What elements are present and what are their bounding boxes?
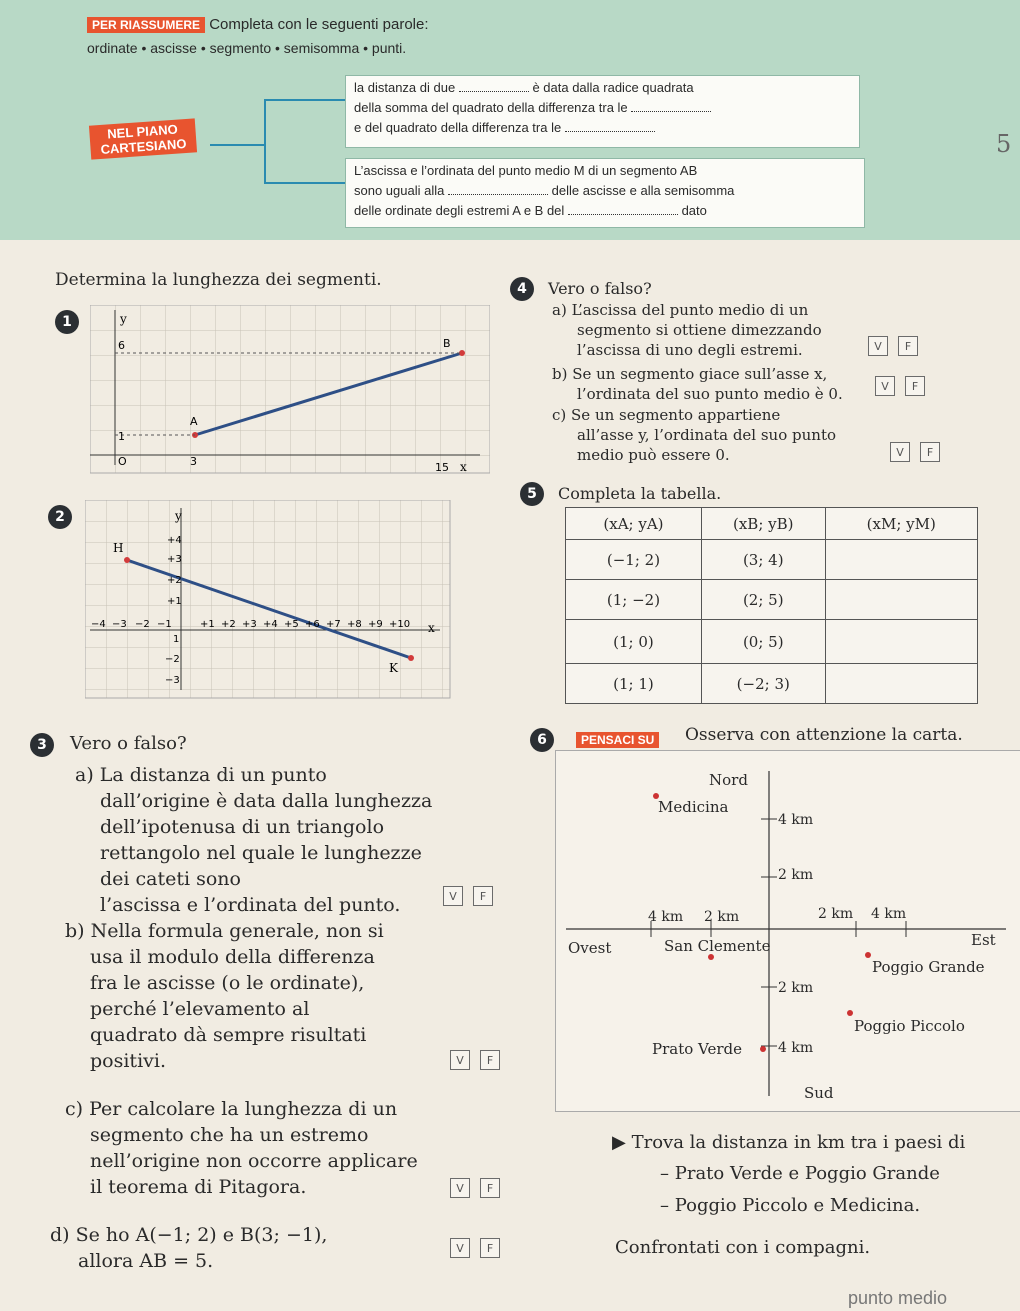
answer-cell[interactable] <box>825 664 977 704</box>
plane-label-line1: NEL PIANO <box>106 121 179 142</box>
ex2-tick-x-p7: +7 <box>326 619 341 630</box>
answer-cell[interactable] <box>825 580 977 620</box>
table-cell: (−2; 3) <box>701 664 825 704</box>
ex3-title: Vero o falso? <box>70 733 187 754</box>
ex2-point-h <box>124 557 130 563</box>
ex4-b-line1: b) Se un segmento giace sull’asse x, <box>552 365 828 383</box>
ex1-graph <box>90 305 490 477</box>
ex4-a-line2: segmento si ottiene dimezzando <box>577 321 822 339</box>
ex3-statement-d <box>50 1222 327 1274</box>
map-medicina: Medicina <box>658 798 729 816</box>
ex3-d-line1: d) Se ho A(−1; 2) e B(3; −1), <box>50 1224 328 1246</box>
box2-text-c: delle ordinate degli estremi A e B del <box>354 203 565 218</box>
ex5-header-m: (xM; yM) <box>825 508 977 540</box>
ex3-b-line1: b) Nella formula generale, non si <box>65 920 384 942</box>
map-dist-2km-left: 2 km <box>704 909 740 925</box>
plane-label-line2: CARTESIANO <box>100 136 187 157</box>
table-cell: (1; 0) <box>566 620 702 664</box>
ex2-x-label: x <box>428 621 435 635</box>
ex4-b-vf <box>875 376 925 396</box>
ex1-number: 1 <box>55 310 79 334</box>
ex2-label-k: K <box>389 661 398 675</box>
ex3-b-line6: positivi. <box>90 1050 166 1072</box>
ex4-b-false[interactable]: F <box>905 376 925 396</box>
blank-1[interactable] <box>459 91 529 92</box>
ex3-a-vf <box>443 886 493 906</box>
ex2-tick-y-p3: +3 <box>167 554 182 565</box>
ex1-y-label: y <box>120 312 127 326</box>
ex3-b-line4: perché l’elevamento al <box>90 998 310 1020</box>
ex2-tick-x-p6: +6 <box>305 619 320 630</box>
box2-text-a: sono uguali alla <box>354 183 445 198</box>
ex2-tick-x-one: 1 <box>173 634 180 645</box>
ex3-statement-a <box>75 762 432 918</box>
ex3-b-true[interactable]: V <box>450 1050 470 1070</box>
ex3-statement-b <box>65 918 384 1074</box>
ex2-tick-y-m2: −2 <box>165 654 180 665</box>
map-lines <box>556 751 1020 1111</box>
ex3-d-true[interactable]: V <box>450 1238 470 1258</box>
map-dist-4km-left: 4 km <box>648 909 684 925</box>
ex2-tick-x-p1: +1 <box>200 619 215 630</box>
ex3-b-line5: quadrato dà sempre risultati <box>90 1024 367 1046</box>
ex3-a-line1: a) La distanza di un punto <box>75 764 327 786</box>
ex2-tick-x-p4: +4 <box>263 619 278 630</box>
ex2-number: 2 <box>48 505 72 529</box>
ex3-a-false[interactable]: F <box>473 886 493 906</box>
ex4-c-line1: c) Se un segmento appartiene <box>552 406 781 424</box>
table-cell: (−1; 2) <box>566 540 702 580</box>
ex2-tick-y-m3: −3 <box>165 675 180 686</box>
ex3-a-true[interactable]: V <box>443 886 463 906</box>
ex4-a-line1: a) L’ascissa del punto medio di un <box>552 301 809 319</box>
ex3-b-false[interactable]: F <box>480 1050 500 1070</box>
ex3-a-line6: l’ascissa e l’ordinata del punto. <box>100 894 401 916</box>
map-dist-4km-lower: 4 km <box>778 1040 814 1056</box>
map-poggio-piccolo: Poggio Piccolo <box>854 1017 965 1035</box>
box1-text-c: della somma del quadrato della differenza tra le <box>354 100 628 115</box>
answer-cell[interactable] <box>825 620 977 664</box>
ex5-title: Completa la tabella. <box>558 484 722 503</box>
ex3-b-vf <box>450 1050 500 1070</box>
box2-line1: L’ascissa e l’ordinata del punto medio M di un segmento AB <box>354 163 698 178</box>
summary-tag: PER RIASSUMERE <box>87 17 205 33</box>
ex2-tick-x-m4: −4 <box>91 619 106 630</box>
ex4-c-true[interactable]: V <box>890 442 910 462</box>
ex5-table <box>565 507 978 704</box>
ex4-b-line2: l’ordinata del suo punto medio è 0. <box>577 385 843 403</box>
ex2-tick-x-p3: +3 <box>242 619 257 630</box>
box1-text-a: la distanza di due <box>354 80 456 95</box>
blank-3[interactable] <box>565 131 655 132</box>
ex3-number: 3 <box>30 733 54 757</box>
table-row <box>566 580 978 620</box>
box2-text-b: delle ascisse e alla semisomma <box>551 183 735 198</box>
map-east: Est <box>971 931 996 949</box>
ex5-number: 5 <box>520 482 544 506</box>
summary-box-distance <box>345 75 860 148</box>
ex1-tick-6: 6 <box>118 339 125 352</box>
ex5-header-a: (xA; yA) <box>566 508 702 540</box>
ex2-tick-x-p9: +9 <box>368 619 383 630</box>
ex2-tick-x-p10: +10 <box>389 619 411 630</box>
ex3-c-false[interactable]: F <box>480 1178 500 1198</box>
ex3-a-line4: rettangolo nel quale le lunghezze <box>100 842 422 864</box>
table-cell: (0; 5) <box>701 620 825 664</box>
ex4-title: Vero o falso? <box>548 279 652 298</box>
ex6-question-text: Trova la distanza in km tra i paesi di <box>631 1132 966 1153</box>
ex6-closing: Confrontati con i compagni. <box>615 1237 871 1258</box>
ex2-point-k <box>408 655 414 661</box>
ex6-map <box>555 750 1020 1112</box>
ex2-tick-x-p5: +5 <box>284 619 299 630</box>
ex2-tick-x-p2: +2 <box>221 619 236 630</box>
blank-2[interactable] <box>631 111 711 112</box>
ex2-tick-x-m2: −2 <box>135 619 150 630</box>
summary-box-midpoint <box>345 158 865 228</box>
map-dist-2km-lower: 2 km <box>778 980 814 996</box>
map-south: Sud <box>804 1084 834 1102</box>
blank-4[interactable] <box>448 194 548 195</box>
ex6-title: Osserva con attenzione la carta. <box>685 725 963 745</box>
ex2-tick-x-m3: −3 <box>112 619 127 630</box>
town-prato-verde-dot <box>760 1046 766 1052</box>
word-bank: ordinate • ascisse • segmento • semisomma • punti. <box>87 40 407 56</box>
ex1-tick-15: 15 <box>435 461 449 474</box>
ex3-c-line2: segmento che ha un estremo <box>90 1124 369 1146</box>
box2-text-d: dato <box>681 203 707 218</box>
ex2-y-label: y <box>175 509 182 523</box>
ex3-a-line2: dall’origine è data dalla lunghezza <box>100 790 433 812</box>
ex1-label-b: B <box>443 337 451 350</box>
map-dist-2km-upper: 2 km <box>778 867 814 883</box>
ex4-c-line2: all’asse y, l’ordinata del suo punto <box>577 426 836 444</box>
ex2-tick-y-p2: +2 <box>167 575 182 586</box>
map-san-clemente: San Clemente <box>664 937 771 955</box>
ex4-statement-c <box>552 405 836 465</box>
summary-instruction: Completa con le seguenti parole: <box>209 16 429 33</box>
table-cell: (3; 4) <box>701 540 825 580</box>
ex3-c-line3: nell’origine non occorre applicare <box>90 1150 418 1172</box>
ex4-a-vf <box>868 336 918 356</box>
ex6-question <box>612 1132 965 1153</box>
ex6-item1: – Prato Verde e Poggio Grande <box>660 1163 940 1184</box>
ex1-label-a: A <box>190 415 198 428</box>
ex1-x-label: x <box>460 460 467 474</box>
arrow-right-icon: ▶ <box>612 1132 626 1153</box>
ex3-c-line4: il teorema di Pitagora. <box>90 1176 307 1198</box>
ex2-tick-x-p8: +8 <box>347 619 362 630</box>
blank-5[interactable] <box>568 214 678 215</box>
town-poggio-piccolo-dot <box>847 1010 853 1016</box>
ex3-b-line2: usa il modulo della differenza <box>90 946 375 968</box>
ex2-label-h: H <box>113 541 124 555</box>
ex3-c-vf <box>450 1178 500 1198</box>
ex4-c-line3: medio può essere 0. <box>577 446 730 464</box>
ex4-statement-b <box>552 364 843 404</box>
ex3-c-line1: c) Per calcolare la lunghezza di un <box>65 1098 398 1120</box>
table-cell: (2; 5) <box>701 580 825 620</box>
ex4-number: 4 <box>510 277 534 301</box>
ex2-graph <box>85 500 455 700</box>
map-poggio-grande: Poggio Grande <box>872 958 985 976</box>
ex2-tick-y-p1: +1 <box>167 596 182 607</box>
margin-mark: 5 <box>996 130 1012 158</box>
ex6-tag: PENSACI SU <box>576 732 659 748</box>
ex2-tick-y-p4: +4 <box>167 535 182 546</box>
ex4-a-false[interactable]: F <box>898 336 918 356</box>
table-row <box>566 664 978 704</box>
table-cell: (1; −2) <box>566 580 702 620</box>
map-prato-verde: Prato Verde <box>652 1040 743 1058</box>
table-row <box>566 540 978 580</box>
ex4-c-vf <box>890 442 940 462</box>
ex1-tick-1: 1 <box>118 430 125 443</box>
ex1-tick-3: 3 <box>190 455 197 468</box>
footer-fragment: punto medio <box>848 1288 948 1308</box>
ex3-a-line3: dell’ipotenusa di un triangolo <box>100 816 385 838</box>
table-cell: (1; 1) <box>566 664 702 704</box>
answer-cell[interactable] <box>825 540 977 580</box>
table-row <box>566 620 978 664</box>
ex4-statement-a <box>552 300 822 360</box>
ex3-a-line5: dei cateti sono <box>100 868 241 890</box>
ex4-a-true[interactable]: V <box>868 336 888 356</box>
ex5-header-b: (xB; yB) <box>701 508 825 540</box>
town-poggio-grande-dot <box>865 952 871 958</box>
ex3-d-vf <box>450 1238 500 1258</box>
section-title: Determina la lunghezza dei segmenti. <box>55 270 382 290</box>
ex4-a-line3: l’ascissa di uno degli estremi. <box>577 341 803 359</box>
map-west: Ovest <box>568 939 612 957</box>
map-dist-2km-right: 2 km <box>818 906 854 922</box>
map-dist-4km-right: 4 km <box>871 906 907 922</box>
ex3-b-line3: fra le ascisse (o le ordinate), <box>90 972 365 994</box>
ex6-number: 6 <box>530 728 554 752</box>
map-north: Nord <box>709 771 748 789</box>
ex4-b-true[interactable]: V <box>875 376 895 396</box>
ex2-tick-x-m1: −1 <box>157 619 172 630</box>
ex4-c-false[interactable]: F <box>920 442 940 462</box>
ex3-d-line2: allora AB = 5. <box>78 1250 214 1272</box>
box1-text-b: è data dalla radice quadrata <box>532 80 694 95</box>
ex3-d-false[interactable]: F <box>480 1238 500 1258</box>
ex1-origin: O <box>118 455 127 468</box>
ex3-statement-c <box>65 1096 418 1200</box>
box1-text-d: e del quadrato della differenza tra le <box>354 120 562 135</box>
ex6-item2: – Poggio Piccolo e Medicina. <box>660 1195 921 1216</box>
ex3-c-true[interactable]: V <box>450 1178 470 1198</box>
map-dist-4km-top: 4 km <box>778 812 814 828</box>
connector-bracket <box>210 100 345 183</box>
